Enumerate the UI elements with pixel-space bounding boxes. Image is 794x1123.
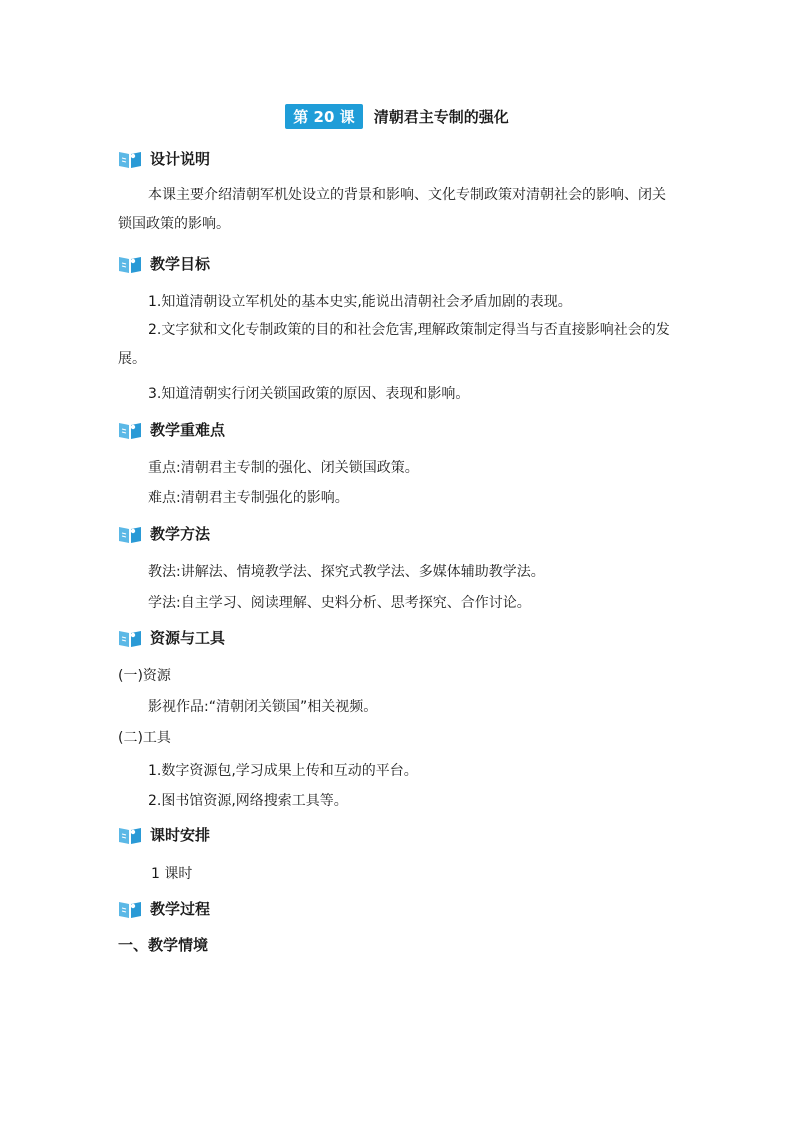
book-icon — [118, 254, 142, 274]
teaching-method-item: 教法:讲解法、情境教学法、探究式教学法、多媒体辅助教学法。 — [148, 564, 545, 580]
section-schedule-heading — [118, 824, 210, 845]
learning-method-item: 学法:自主学习、阅读理解、史料分析、思考探究、合作讨论。 — [148, 595, 531, 611]
goal-item: 3.知道清朝实行闭关锁国政策的原因、表现和影响。 — [148, 386, 470, 402]
goal-item: 2.文字狱和文化专制政策的目的和社会危害,理解政策制定得当与否直接影响社会的发展。 — [118, 322, 670, 367]
section-design-heading — [118, 148, 210, 169]
section-methods-heading — [118, 523, 210, 544]
tool-item: 2.图书馆资源,网络搜索工具等。 — [148, 793, 348, 809]
section-keypoints-heading — [118, 419, 225, 440]
section-title: 课时安排 — [150, 826, 211, 844]
section-goals-heading — [118, 253, 210, 274]
lesson-number-badge: 第 20 课 — [285, 104, 362, 129]
book-icon — [118, 825, 142, 845]
section-title: 教学方法 — [150, 525, 211, 543]
section-process-heading — [118, 898, 210, 919]
book-icon — [118, 899, 142, 919]
resource-item: 影视作品:“清朝闭关锁国”相关视频。 — [148, 699, 378, 715]
key-point-item: 重点:清朝君主专制的强化、闭关锁国政策。 — [148, 460, 419, 476]
tool-item: 1.数字资源包,学习成果上传和互动的平台。 — [148, 763, 418, 779]
resources-subheading: (一)资源 — [118, 668, 171, 684]
section-title: 资源与工具 — [150, 629, 226, 647]
difficulty-item: 难点:清朝君主专制强化的影响。 — [148, 490, 349, 506]
process-first-heading: 一、教学情境 — [118, 936, 209, 954]
design-description: 本课主要介绍清朝军机处设立的背景和影响、文化专制政策对清朝社会的影响、闭关锁国政策的影响。 — [118, 187, 666, 232]
section-title: 教学重难点 — [150, 421, 226, 439]
section-title: 设计说明 — [150, 150, 211, 168]
book-icon — [118, 420, 142, 440]
section-title: 教学过程 — [150, 900, 211, 918]
book-icon — [118, 149, 142, 169]
book-icon — [118, 628, 142, 648]
schedule-text: 1 课时 — [151, 866, 193, 882]
book-icon — [118, 524, 142, 544]
lesson-title: 清朝君主专制的强化 — [373, 108, 509, 126]
goal-item: 1.知道清朝设立军机处的基本史实,能说出清朝社会矛盾加剧的表现。 — [148, 294, 572, 310]
lesson-title-row — [0, 104, 794, 129]
section-title: 教学目标 — [150, 255, 211, 273]
tools-subheading: (二)工具 — [118, 730, 171, 746]
section-resources-heading — [118, 627, 225, 648]
